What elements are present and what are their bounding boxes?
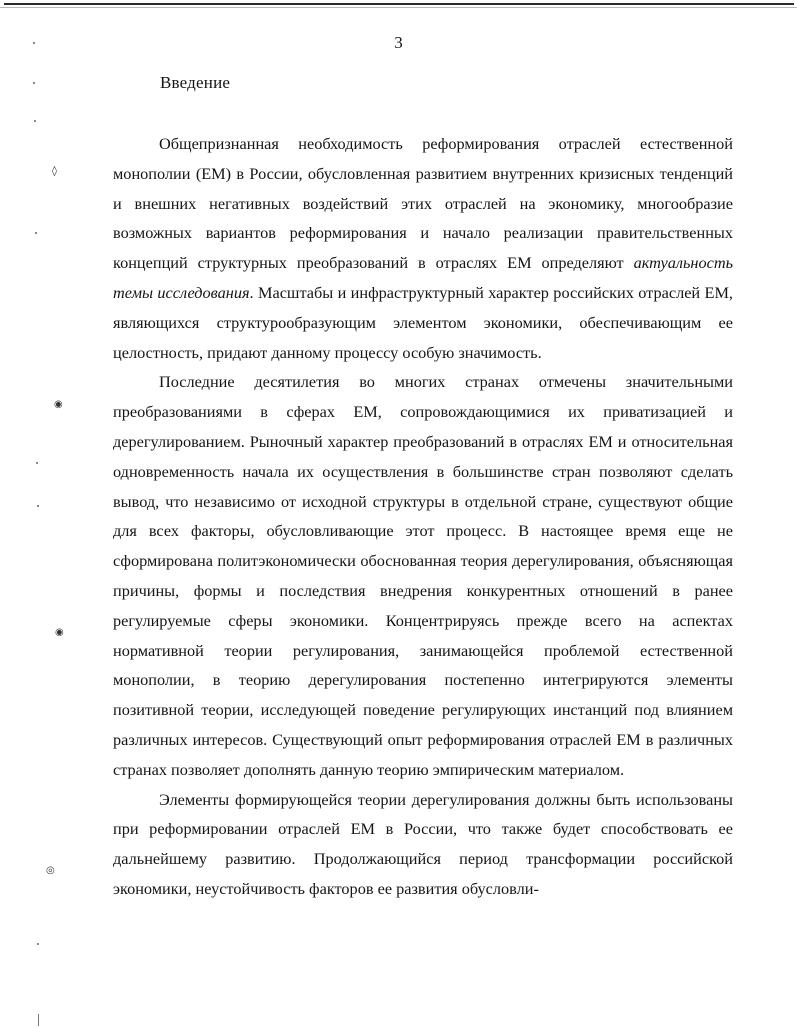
punch-hole-mark-icon: ◉ [54, 399, 63, 410]
scan-speck [36, 462, 38, 464]
paragraph-1-emphasis: актуальность темы исследования [113, 253, 733, 302]
scan-speck [37, 505, 39, 507]
scan-speck [34, 120, 36, 122]
punch-hole-mark-icon: ◎ [46, 865, 55, 876]
scan-speck [35, 232, 37, 234]
section-heading: Введение [160, 73, 231, 92]
scan-speck [33, 42, 35, 44]
body-text [113, 129, 733, 904]
paragraph-1-part-1: Общепризнанная необходимость реформирования отраслей естественной монополии (ЕМ) в России, обусловленная развитием внутренних кризисных тенденций и внешних негативных воздействий этих отраслей на экономику, многообразие возможных вариантов реформирования и начало реализации правительственных концепций структурных преобразований в отраслях ЕМ определяют [113, 134, 733, 273]
punch-hole-mark-icon: ◊ [52, 166, 57, 177]
page-number: 3 [394, 33, 403, 52]
scan-edge-line [38, 1014, 39, 1026]
scan-top-border [4, 3, 794, 5]
scan-top-border-shadow [0, 7, 797, 8]
paragraph-1-part-2: . Масштабы и инфраструктурный характер российских отраслей ЕМ, являющихся структурообразующим элементом экономики, обеспечивающим ее целостность, придают данному процессу особую значимость. [113, 282, 733, 362]
paragraph-2: Последние десятилетия во многих странах отмечены значительными преобразованиями в сферах ЕМ, сопровождающимися их приватизацией и дерегулированием. Рыночный характер преобразований в отраслях ЕМ и относительная одновременность начала их осуществления в большинстве стран позволяют сделать вывод, что независимо от исходной структуры в отдельной стране, существуют общие для всех факторы, обусловливающие этот процесс. В настоящее время еще не сформирована политэкономически обоснованная теория дерегулирования, объясняющая причины, формы и последствия внедрения конкурентных отношений в ранее регулируемые сферы экономики. Концентрируясь прежде всего на аспектах нормативной теории регулирования, занимающейся проблемой естественной монополии, в теорию дерегулирования постепенно интегрируются элементы позитивной теории, исследующей поведение регулирующих инстанций под влиянием различных интересов. Существующий опыт реформирования отраслей ЕМ в различных странах позволяет дополнять данную теорию эмпирическим материалом. [113, 372, 733, 779]
scan-speck [33, 82, 35, 84]
paragraph-1 [113, 129, 733, 367]
scan-speck [37, 943, 39, 945]
punch-hole-mark-icon: ◉ [55, 627, 64, 638]
paragraph-3: Элементы формирующейся теории дерегулирования должны быть использованы при реформировании отраслей ЕМ в России, что также будет способствовать ее дальнейшему развитию. Продолжающийся период трансформации российской экономики, неустойчивость факторов ее развития обусловли- [113, 789, 733, 898]
